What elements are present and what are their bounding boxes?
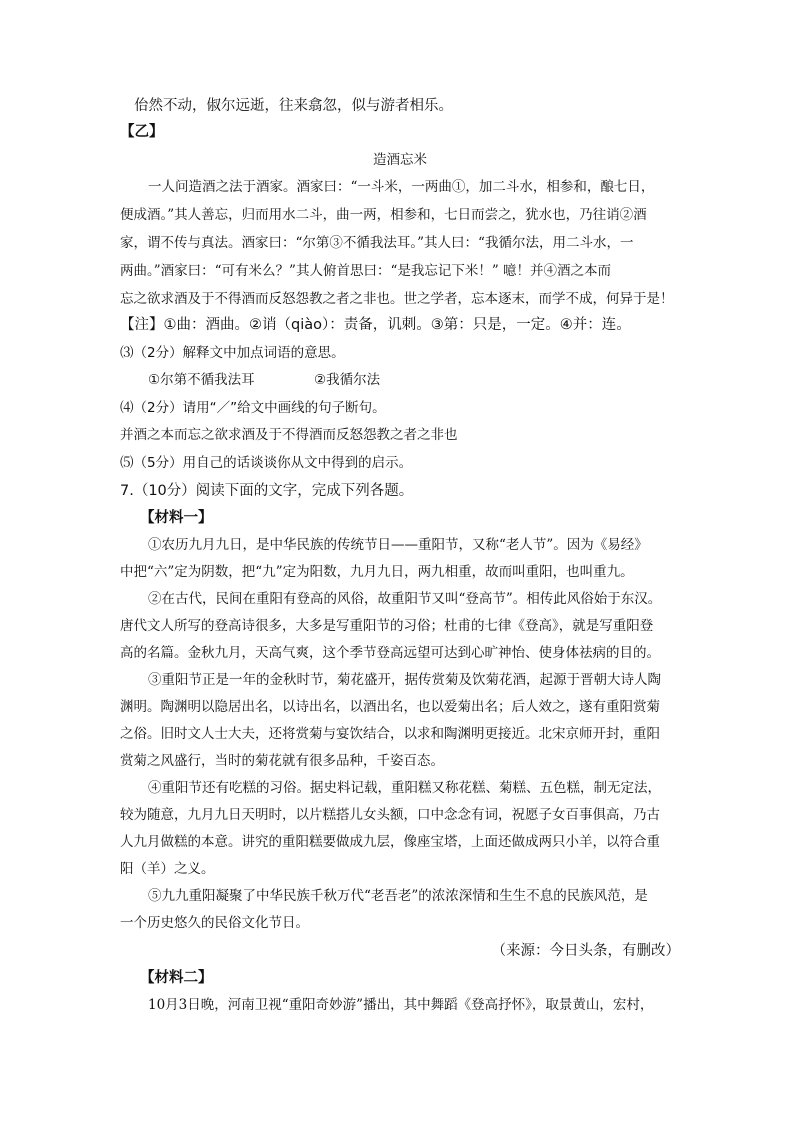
- material-1-label: 【材料一】: [140, 510, 213, 526]
- material-1-line: ②在古代，民间在重阳有登高的风俗，故重阳节又叫“登高节”。相传此风俗始于东汉。: [148, 591, 662, 607]
- section-yi-label: 【乙】: [120, 124, 164, 140]
- material-2-label: 【材料二】: [140, 970, 213, 986]
- question-5: ⑸（5分）用自己的话谈谈你从文中得到的启示。: [120, 455, 413, 471]
- material-2-line: 10月3日晚，河南卫视“重阳奇妙游”播出，其中舞蹈《登高抒怀》，取景黄山，宏村，: [148, 997, 654, 1013]
- material-1-line: 渊明。陶渊明以隐居出名，以诗出名，以酒出名，也以爱菊出名；后人效之，遂有重阳赏菊: [120, 699, 660, 715]
- passage-jia-tail: 佁然不动，俶尔远逝，往来翕忽，似与游者相乐。: [134, 98, 453, 114]
- story-line: 家，谓不传与真法。酒家曰：“尔第③不循我法耳。”其人曰：“我循尔法，用二斗水，一: [120, 235, 634, 251]
- material-1-line: 之俗。旧时文人士大夫，还将赏菊与宴饮结合，以求和陶渊明更接近。北宋京师开封，重阳: [120, 726, 660, 742]
- source-note: （来源：今日头条，有删改）: [491, 943, 680, 959]
- material-1-line: ③重阳节正是一年的金秋时节，菊花盛开，据传赏菊及饮菊花酒，起源于晋朝大诗人陶: [148, 672, 661, 688]
- material-1-line: 赏菊之风盛行，当时的菊花就有很多品种，千姿百态。: [120, 753, 444, 769]
- question-4: ⑷（2分）请用“／”给文中画线的句子断句。: [120, 400, 386, 416]
- material-1-line: ①农历九月九日，是中华民族的传统节日——重阳节，又称“老人节”。因为《易经》: [148, 537, 648, 553]
- material-1-line: 一个历史悠久的民俗文化节日。: [120, 915, 309, 931]
- annotation-note: 【注】①曲：酒曲。②诮（qiào）：责备，讥刺。③第：只是，一定。④并：连。: [120, 317, 631, 333]
- story-line: 两曲。”酒家曰：“可有米么？”其人俯首思曰：“是我忘记下米！” 噫！并④酒之本而: [120, 263, 612, 279]
- question-3: ⑶（2分）解释文中加点词语的意思。: [120, 345, 345, 361]
- question-7: 7.（10分）阅读下面的文字，完成下列各题。: [120, 483, 414, 499]
- material-1-line: 唐代文人所写的登高诗很多，大多是写重阳节的习俗；杜甫的七律《登高》，就是写重阳登: [120, 618, 654, 634]
- material-1-line: 高的名篇。金秋九月，天高气爽，这个季节登高远望可达到心旷神怡、使身体祛病的目的。: [120, 645, 660, 661]
- material-1-line: 阳（羊）之义。: [120, 861, 215, 877]
- story-line: 一人问造酒之法于酒家。酒家曰：“一斗米，一两曲①，加二斗水，相参和，酿七日，: [148, 179, 655, 195]
- story-title: 造酒忘米: [373, 152, 427, 168]
- material-1-line: 中把“六”定为阴数，把“九”定为阳数，九月九日，两九相重，故而叫重阳，也叫重九。: [120, 564, 634, 580]
- material-1-line: ⑤九九重阳凝聚了中华民族千秋万代“老吾老”的浓浓深情和生生不息的民族风范，是: [148, 888, 648, 904]
- story-line: 便成酒。”其人善忘，归而用水二斗，曲一两，相参和，七日而尝之，犹水也，乃往诮②酒: [120, 207, 647, 223]
- question-4-sentence: 并酒之本而忘之欲求酒及于不得酒而反怒怨教之者之非也: [120, 427, 458, 443]
- material-1-line: ④重阳节还有吃糕的习俗。据史料记载，重阳糕又称花糕、菊糕、五色糕，制无定法，: [148, 780, 661, 796]
- question-3-item-1: ①尔第不循我法耳: [148, 372, 255, 388]
- material-1-line: 较为随意，九月九日天明时，以片糕搭儿女头额，口中念念有词，祝愿子女百事俱高，乃古: [120, 807, 660, 823]
- story-line: 忘之欲求酒及于不得酒而反怒怨教之者之非也。世之学者，忘本逐末，而学不成，何异于是！: [120, 291, 674, 307]
- material-1-line: 人九月做糕的本意。讲究的重阳糕要做成九层，像座宝塔，上面还做成两只小羊，以符合重: [120, 834, 660, 850]
- question-3-item-2: ②我循尔法: [314, 372, 381, 388]
